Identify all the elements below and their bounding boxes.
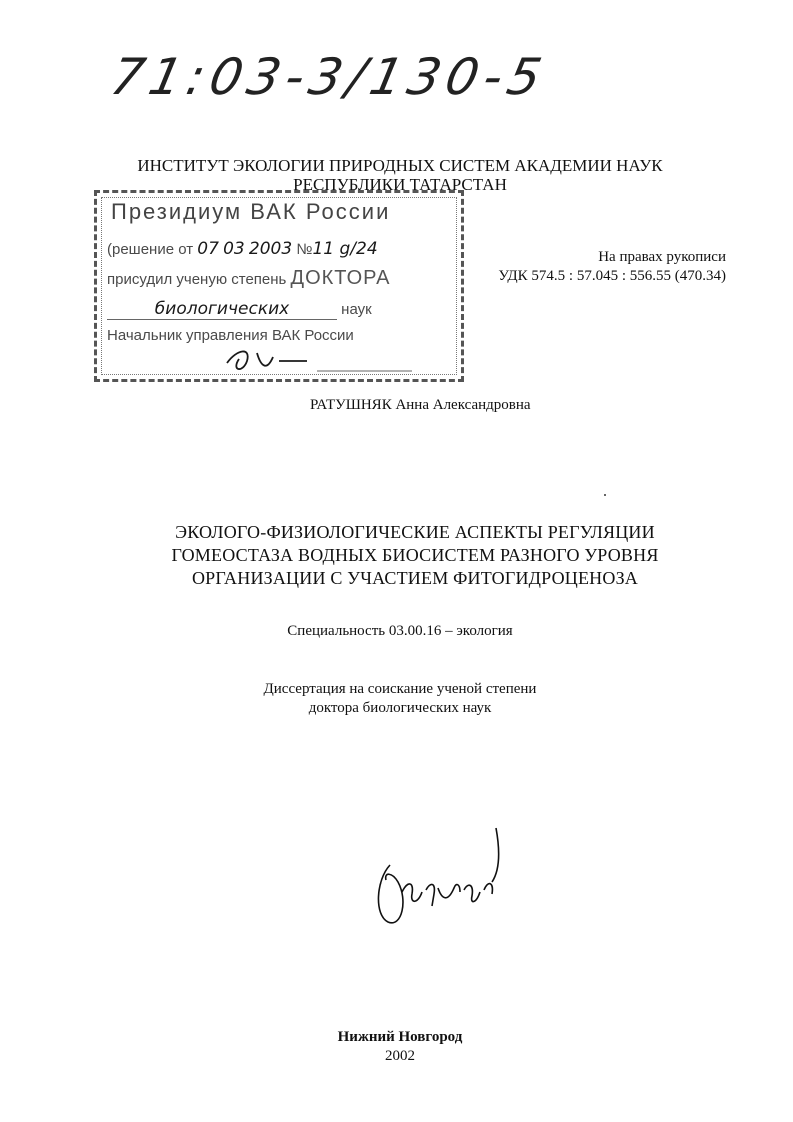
- stamp-decision-year: 2003: [248, 239, 293, 259]
- stamp-chief-line: Начальник управления ВАК России: [107, 327, 354, 344]
- stamp-science-suffix: наук: [341, 301, 372, 318]
- stamp-decision-number: 11 g/24: [312, 239, 378, 259]
- stamp-decision-prefix: (решение от: [107, 241, 194, 258]
- stamp-decision-line: [107, 239, 378, 259]
- author-name: РАТУШНЯК Анна Александровна: [310, 397, 531, 413]
- vak-stamp: [94, 190, 464, 382]
- dissertation-degree: [120, 680, 680, 718]
- institute-name: [120, 156, 680, 194]
- thesis-title-line-3: ОРГАНИЗАЦИИ С УЧАСТИЕМ ФИТОГИДРОЦЕНОЗА: [191, 568, 639, 588]
- dissertation-line-1: Диссертация на соискание ученой степени: [263, 681, 537, 697]
- city: Нижний Новгород: [337, 1029, 463, 1045]
- stamp-decision-day: 07: [197, 239, 219, 259]
- stamp-science-line: [107, 299, 372, 320]
- specialty: Специальность 03.00.16 – экология: [287, 623, 513, 639]
- stamp-awarded-prefix: присудил ученую степень: [107, 271, 287, 288]
- stamp-title: Президиум ВАК России: [111, 199, 391, 224]
- stamp-science-field: биологических: [154, 299, 290, 319]
- udk-code: УДК 574.5 : 57.045 : 556.55 (470.34): [498, 268, 726, 284]
- institute-line-1: ИНСТИТУТ ЭКОЛОГИИ ПРИРОДНЫХ СИСТЕМ АКАДЕМИИ НАУК: [137, 156, 663, 175]
- thesis-title-line-1: ЭКОЛОГО-ФИЗИОЛОГИЧЕСКИЕ АСПЕКТЫ РЕГУЛЯЦИИ: [175, 522, 655, 542]
- year: 2002: [385, 1048, 415, 1064]
- author-signature: [368, 820, 518, 930]
- archive-number: 71:03-3/130-5: [105, 48, 553, 106]
- manuscript-rights: На правах рукописи: [598, 249, 726, 265]
- stamp-award-line: [107, 267, 391, 290]
- dissertation-line-2: доктора биологических наук: [308, 700, 492, 716]
- stamp-decision-month: 03: [223, 239, 245, 259]
- stamp-signature-mark: [217, 341, 417, 377]
- stamp-awarded-degree: ДОКТОРА: [290, 267, 391, 289]
- thesis-title-line-2: ГОМЕОСТАЗА ВОДНЫХ БИОСИСТЕМ РАЗНОГО УРОВНЯ: [171, 545, 659, 565]
- thesis-title: [90, 521, 740, 590]
- stamp-decision-number-prefix: №: [296, 241, 313, 258]
- scan-speck: [604, 494, 606, 496]
- institute-line-2: РЕСПУБЛИКИ ТАТАРСТАН: [293, 175, 507, 194]
